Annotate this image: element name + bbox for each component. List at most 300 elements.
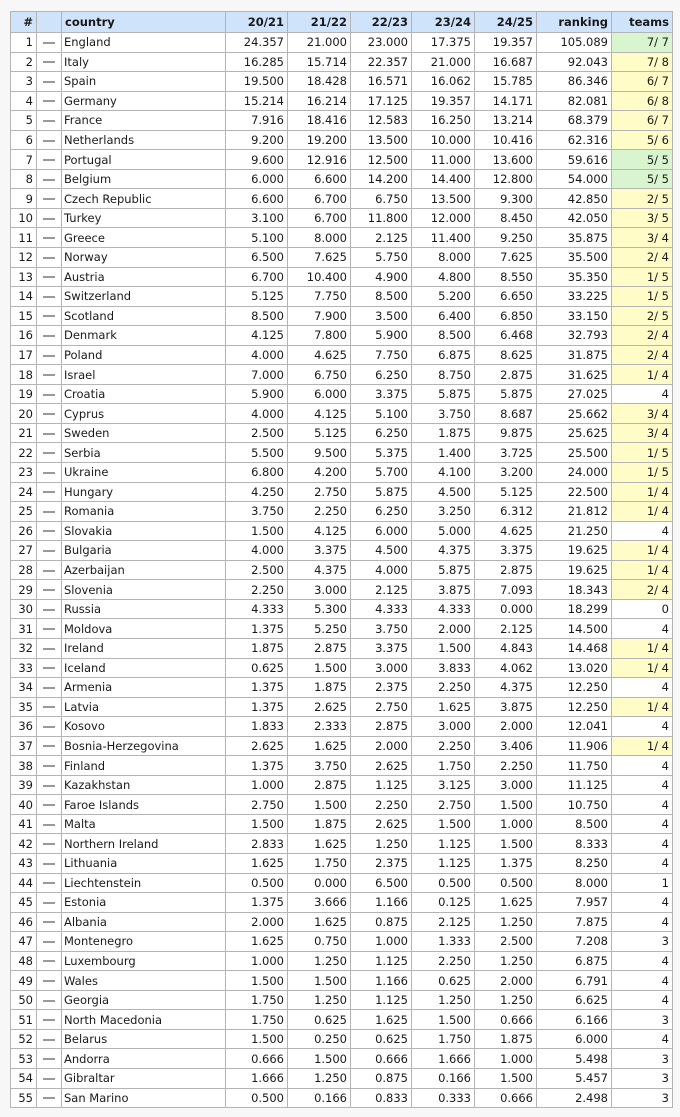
ranking-cell: 62.316 (537, 130, 612, 150)
rank-cell: 40 (11, 795, 37, 815)
table-row[interactable] (11, 287, 673, 307)
country-cell: Turkey (62, 208, 226, 228)
table-row[interactable] (11, 52, 673, 72)
table-row[interactable] (11, 482, 673, 502)
country-cell: Austria (62, 267, 226, 287)
season-21-22-cell: 4.375 (288, 560, 351, 580)
trend-cell (37, 482, 62, 502)
season-22-23-cell: 1.166 (351, 893, 412, 913)
season-23-24-cell: 2.125 (412, 912, 475, 932)
country-cell: Iceland (62, 658, 226, 678)
season-20-21-cell: 4.000 (226, 404, 288, 424)
ranking-cell: 25.500 (537, 443, 612, 463)
dash-icon (43, 550, 55, 552)
rank-cell: 35 (11, 697, 37, 717)
table-row[interactable] (11, 756, 673, 776)
season-21-22-cell: 7.900 (288, 306, 351, 326)
teams-cell: 1/ 5 (612, 443, 673, 463)
table-row[interactable] (11, 169, 673, 189)
season-20-21-cell: 4.333 (226, 599, 288, 619)
season-24-25-cell: 5.125 (475, 482, 537, 502)
rank-cell: 55 (11, 1088, 37, 1108)
table-row[interactable] (11, 971, 673, 991)
season-21-22-cell: 19.200 (288, 130, 351, 150)
season-20-21-cell: 6.000 (226, 169, 288, 189)
trend-cell (37, 599, 62, 619)
rank-cell: 15 (11, 306, 37, 326)
season-21-22-cell: 16.214 (288, 91, 351, 111)
table-row[interactable] (11, 443, 673, 463)
country-cell: Moldova (62, 619, 226, 639)
teams-cell: 5/ 6 (612, 130, 673, 150)
dash-icon (43, 745, 55, 747)
season-20-21-cell: 15.214 (226, 91, 288, 111)
country-cell: Belarus (62, 1029, 226, 1049)
rank-cell: 52 (11, 1029, 37, 1049)
table-row[interactable] (11, 638, 673, 658)
rank-cell: 46 (11, 912, 37, 932)
trend-cell (37, 756, 62, 776)
season-21-22-cell: 18.428 (288, 72, 351, 92)
country-cell: Lithuania (62, 853, 226, 873)
table-row[interactable] (11, 834, 673, 854)
ranking-cell: 92.043 (537, 52, 612, 72)
season-22-23-cell: 1.125 (351, 990, 412, 1010)
dash-icon (43, 882, 55, 884)
ranking-cell: 42.050 (537, 208, 612, 228)
season-22-23-cell: 8.500 (351, 287, 412, 307)
rank-cell: 42 (11, 834, 37, 854)
season-24-25-cell: 2.875 (475, 365, 537, 385)
country-cell: Slovakia (62, 521, 226, 541)
teams-cell: 4 (612, 775, 673, 795)
header-teams[interactable]: teams (612, 12, 673, 33)
season-24-25-cell: 3.875 (475, 697, 537, 717)
rank-cell: 22 (11, 443, 37, 463)
table-row[interactable] (11, 951, 673, 971)
country-cell: Romania (62, 502, 226, 522)
season-23-24-cell: 2.250 (412, 951, 475, 971)
trend-cell (37, 169, 62, 189)
table-row[interactable] (11, 1010, 673, 1030)
ranking-cell: 6.791 (537, 971, 612, 991)
teams-cell: 1/ 4 (612, 638, 673, 658)
season-21-22-cell: 1.875 (288, 678, 351, 698)
country-cell: England (62, 33, 226, 53)
country-cell: Bulgaria (62, 541, 226, 561)
season-24-25-cell: 13.600 (475, 150, 537, 170)
season-23-24-cell: 4.100 (412, 463, 475, 483)
season-24-25-cell: 6.312 (475, 502, 537, 522)
dash-icon (43, 1039, 55, 1041)
season-20-21-cell: 2.625 (226, 736, 288, 756)
rank-cell: 39 (11, 775, 37, 795)
season-22-23-cell: 2.375 (351, 853, 412, 873)
rank-cell: 16 (11, 326, 37, 346)
rank-cell: 10 (11, 208, 37, 228)
teams-cell: 5/ 5 (612, 150, 673, 170)
header-season-24-25[interactable]: 24/25 (475, 12, 537, 33)
rank-cell: 54 (11, 1068, 37, 1088)
header-row (11, 12, 673, 33)
country-cell: Switzerland (62, 287, 226, 307)
season-23-24-cell: 4.500 (412, 482, 475, 502)
table-row[interactable] (11, 853, 673, 873)
table-row[interactable] (11, 248, 673, 268)
trend-cell (37, 443, 62, 463)
season-21-22-cell: 2.875 (288, 775, 351, 795)
season-20-21-cell: 1.375 (226, 697, 288, 717)
table-row[interactable] (11, 365, 673, 385)
teams-cell: 4 (612, 834, 673, 854)
season-22-23-cell: 2.125 (351, 228, 412, 248)
table-row[interactable] (11, 580, 673, 600)
country-cell: Wales (62, 971, 226, 991)
header-season-21-22[interactable]: 21/22 (288, 12, 351, 33)
season-20-21-cell: 24.357 (226, 33, 288, 53)
ranking-cell: 8.000 (537, 873, 612, 893)
table-row[interactable] (11, 189, 673, 209)
season-22-23-cell: 6.250 (351, 502, 412, 522)
table-row[interactable] (11, 72, 673, 92)
country-cell: Portugal (62, 150, 226, 170)
table-row[interactable] (11, 33, 673, 53)
table-row[interactable] (11, 560, 673, 580)
season-24-25-cell: 8.625 (475, 345, 537, 365)
dash-icon (43, 159, 55, 161)
rank-cell: 29 (11, 580, 37, 600)
season-20-21-cell: 7.000 (226, 365, 288, 385)
season-24-25-cell: 8.450 (475, 208, 537, 228)
season-22-23-cell: 0.833 (351, 1088, 412, 1108)
season-21-22-cell: 0.166 (288, 1088, 351, 1108)
ranking-cell: 32.793 (537, 326, 612, 346)
table-row[interactable] (11, 345, 673, 365)
season-20-21-cell: 1.666 (226, 1068, 288, 1088)
table-row[interactable] (11, 697, 673, 717)
dash-icon (43, 237, 55, 239)
season-24-25-cell: 1.625 (475, 893, 537, 913)
ranking-cell: 18.299 (537, 599, 612, 619)
dash-icon (43, 648, 55, 650)
season-24-25-cell: 3.375 (475, 541, 537, 561)
country-cell: Israel (62, 365, 226, 385)
season-24-25-cell: 9.300 (475, 189, 537, 209)
table-row[interactable] (11, 326, 673, 346)
dash-icon (43, 804, 55, 806)
season-23-24-cell: 1.333 (412, 932, 475, 952)
season-21-22-cell: 3.666 (288, 893, 351, 913)
ranking-cell: 6.166 (537, 1010, 612, 1030)
teams-cell: 3 (612, 1068, 673, 1088)
header-country[interactable]: country (62, 12, 226, 33)
table-row[interactable] (11, 1049, 673, 1069)
season-21-22-cell: 18.416 (288, 111, 351, 131)
table-row[interactable] (11, 990, 673, 1010)
season-24-25-cell: 0.666 (475, 1088, 537, 1108)
rank-cell: 4 (11, 91, 37, 111)
season-24-25-cell: 1.000 (475, 1049, 537, 1069)
season-21-22-cell: 8.000 (288, 228, 351, 248)
season-24-25-cell: 4.375 (475, 678, 537, 698)
country-cell: Spain (62, 72, 226, 92)
trend-cell (37, 404, 62, 424)
season-20-21-cell: 2.500 (226, 423, 288, 443)
teams-cell: 4 (612, 951, 673, 971)
season-22-23-cell: 11.800 (351, 208, 412, 228)
country-cell: Denmark (62, 326, 226, 346)
season-20-21-cell: 16.285 (226, 52, 288, 72)
season-20-21-cell: 6.500 (226, 248, 288, 268)
ranking-cell: 19.625 (537, 560, 612, 580)
ranking-cell: 8.333 (537, 834, 612, 854)
season-20-21-cell: 1.500 (226, 971, 288, 991)
dash-icon (43, 140, 55, 142)
trend-cell (37, 834, 62, 854)
trend-cell (37, 853, 62, 873)
trend-cell (37, 678, 62, 698)
season-24-25-cell: 15.785 (475, 72, 537, 92)
country-cell: Kosovo (62, 717, 226, 737)
trend-cell (37, 893, 62, 913)
table-row[interactable] (11, 619, 673, 639)
dash-icon (43, 589, 55, 591)
rank-cell: 6 (11, 130, 37, 150)
table-row[interactable] (11, 873, 673, 893)
season-21-22-cell: 1.750 (288, 853, 351, 873)
season-21-22-cell: 6.700 (288, 208, 351, 228)
season-23-24-cell: 1.125 (412, 834, 475, 854)
teams-cell: 7/ 7 (612, 33, 673, 53)
ranking-cell: 35.350 (537, 267, 612, 287)
table-row[interactable] (11, 150, 673, 170)
trend-cell (37, 932, 62, 952)
season-22-23-cell: 0.875 (351, 912, 412, 932)
season-24-25-cell: 1.375 (475, 853, 537, 873)
season-20-21-cell: 1.500 (226, 521, 288, 541)
table-row[interactable] (11, 130, 673, 150)
season-22-23-cell: 5.900 (351, 326, 412, 346)
rank-cell: 30 (11, 599, 37, 619)
table-row[interactable] (11, 1029, 673, 1049)
season-24-25-cell: 2.875 (475, 560, 537, 580)
season-20-21-cell: 0.500 (226, 1088, 288, 1108)
dash-icon (43, 179, 55, 181)
dash-icon (43, 413, 55, 415)
season-20-21-cell: 1.750 (226, 990, 288, 1010)
rank-cell: 19 (11, 384, 37, 404)
table-row[interactable] (11, 91, 673, 111)
table-row[interactable] (11, 912, 673, 932)
rank-cell: 5 (11, 111, 37, 131)
season-20-21-cell: 4.000 (226, 345, 288, 365)
rank-cell: 9 (11, 189, 37, 209)
table-row[interactable] (11, 228, 673, 248)
season-20-21-cell: 1.375 (226, 619, 288, 639)
season-23-24-cell: 1.125 (412, 853, 475, 873)
season-24-25-cell: 1.500 (475, 834, 537, 854)
teams-cell: 1/ 4 (612, 365, 673, 385)
ranking-cell: 11.750 (537, 756, 612, 776)
table-row[interactable] (11, 384, 673, 404)
season-21-22-cell: 5.300 (288, 599, 351, 619)
season-24-25-cell: 3.000 (475, 775, 537, 795)
teams-cell: 3 (612, 932, 673, 952)
teams-cell: 4 (612, 795, 673, 815)
trend-cell (37, 33, 62, 53)
season-21-22-cell: 7.800 (288, 326, 351, 346)
season-22-23-cell: 0.666 (351, 1049, 412, 1069)
season-23-24-cell: 5.200 (412, 287, 475, 307)
season-24-25-cell: 0.000 (475, 599, 537, 619)
header-season-22-23[interactable]: 22/23 (351, 12, 412, 33)
season-20-21-cell: 9.200 (226, 130, 288, 150)
header-season-23-24[interactable]: 23/24 (412, 12, 475, 33)
table-row[interactable] (11, 736, 673, 756)
season-21-22-cell: 5.250 (288, 619, 351, 639)
season-23-24-cell: 5.875 (412, 560, 475, 580)
ranking-cell: 24.000 (537, 463, 612, 483)
dash-icon (43, 61, 55, 63)
dash-icon (43, 570, 55, 572)
table-row[interactable] (11, 599, 673, 619)
table-row[interactable] (11, 1068, 673, 1088)
season-20-21-cell: 1.375 (226, 893, 288, 913)
ranking-cell: 14.468 (537, 638, 612, 658)
dash-icon (43, 843, 55, 845)
country-cell: Montenegro (62, 932, 226, 952)
dash-icon (43, 511, 55, 513)
table-row[interactable] (11, 775, 673, 795)
ranking-cell: 13.020 (537, 658, 612, 678)
table-row[interactable] (11, 111, 673, 131)
trend-cell (37, 736, 62, 756)
season-21-22-cell: 4.125 (288, 404, 351, 424)
season-22-23-cell: 12.583 (351, 111, 412, 131)
season-23-24-cell: 14.400 (412, 169, 475, 189)
table-row[interactable] (11, 1088, 673, 1108)
ranking-cell: 59.616 (537, 150, 612, 170)
table-row[interactable] (11, 795, 673, 815)
table-row[interactable] (11, 423, 673, 443)
teams-cell: 2/ 4 (612, 248, 673, 268)
season-20-21-cell: 19.500 (226, 72, 288, 92)
table-row[interactable] (11, 521, 673, 541)
teams-cell: 0 (612, 599, 673, 619)
season-22-23-cell: 23.000 (351, 33, 412, 53)
table-row[interactable] (11, 502, 673, 522)
country-cell: Czech Republic (62, 189, 226, 209)
ranking-cell: 35.875 (537, 228, 612, 248)
teams-cell: 4 (612, 990, 673, 1010)
season-23-24-cell: 6.400 (412, 306, 475, 326)
season-23-24-cell: 11.000 (412, 150, 475, 170)
trend-cell (37, 267, 62, 287)
table-row[interactable] (11, 717, 673, 737)
country-cell: Hungary (62, 482, 226, 502)
rank-cell: 27 (11, 541, 37, 561)
ranking-cell: 25.662 (537, 404, 612, 424)
season-21-22-cell: 0.250 (288, 1029, 351, 1049)
season-23-24-cell: 1.400 (412, 443, 475, 463)
season-23-24-cell: 17.375 (412, 33, 475, 53)
country-cell: Ukraine (62, 463, 226, 483)
trend-cell (37, 365, 62, 385)
table-row[interactable] (11, 893, 673, 913)
season-24-25-cell: 2.000 (475, 717, 537, 737)
season-24-25-cell: 1.250 (475, 990, 537, 1010)
table-row[interactable] (11, 306, 673, 326)
dash-icon (43, 120, 55, 122)
season-22-23-cell: 17.125 (351, 91, 412, 111)
rank-cell: 18 (11, 365, 37, 385)
season-21-22-cell: 6.750 (288, 365, 351, 385)
table-row[interactable] (11, 814, 673, 834)
ranking-cell: 82.081 (537, 91, 612, 111)
header-trend (37, 12, 62, 33)
season-22-23-cell: 1.166 (351, 971, 412, 991)
teams-cell: 1/ 4 (612, 658, 673, 678)
country-cell: Andorra (62, 1049, 226, 1069)
table-row[interactable] (11, 463, 673, 483)
country-cell: Estonia (62, 893, 226, 913)
ranking-cell: 8.250 (537, 853, 612, 873)
table-row[interactable] (11, 404, 673, 424)
season-22-23-cell: 5.100 (351, 404, 412, 424)
table-row[interactable] (11, 932, 673, 952)
season-21-22-cell: 7.625 (288, 248, 351, 268)
header-season-20-21[interactable]: 20/21 (226, 12, 288, 33)
season-20-21-cell: 8.500 (226, 306, 288, 326)
trend-cell (37, 463, 62, 483)
dash-icon (43, 628, 55, 630)
season-21-22-cell: 4.625 (288, 345, 351, 365)
season-23-24-cell: 8.000 (412, 248, 475, 268)
trend-cell (37, 795, 62, 815)
season-21-22-cell: 15.714 (288, 52, 351, 72)
season-23-24-cell: 10.000 (412, 130, 475, 150)
season-24-25-cell: 2.125 (475, 619, 537, 639)
rank-cell: 25 (11, 502, 37, 522)
table-row[interactable] (11, 208, 673, 228)
season-21-22-cell: 1.500 (288, 658, 351, 678)
season-20-21-cell: 2.833 (226, 834, 288, 854)
trend-cell (37, 130, 62, 150)
header-ranking[interactable]: ranking (537, 12, 612, 33)
trend-cell (37, 951, 62, 971)
trend-cell (37, 697, 62, 717)
country-cell: Luxembourg (62, 951, 226, 971)
season-23-24-cell: 8.500 (412, 326, 475, 346)
season-23-24-cell: 2.250 (412, 678, 475, 698)
rank-cell: 12 (11, 248, 37, 268)
trend-cell (37, 111, 62, 131)
season-22-23-cell: 2.750 (351, 697, 412, 717)
table-row[interactable] (11, 658, 673, 678)
season-24-25-cell: 8.550 (475, 267, 537, 287)
teams-cell: 1/ 4 (612, 502, 673, 522)
dash-icon (43, 941, 55, 943)
teams-cell: 1/ 4 (612, 482, 673, 502)
season-24-25-cell: 10.416 (475, 130, 537, 150)
season-22-23-cell: 3.750 (351, 619, 412, 639)
season-21-22-cell: 1.625 (288, 834, 351, 854)
table-row[interactable] (11, 267, 673, 287)
table-row[interactable] (11, 678, 673, 698)
table-row[interactable] (11, 541, 673, 561)
dash-icon (43, 980, 55, 982)
header-rank[interactable]: # (11, 12, 37, 33)
